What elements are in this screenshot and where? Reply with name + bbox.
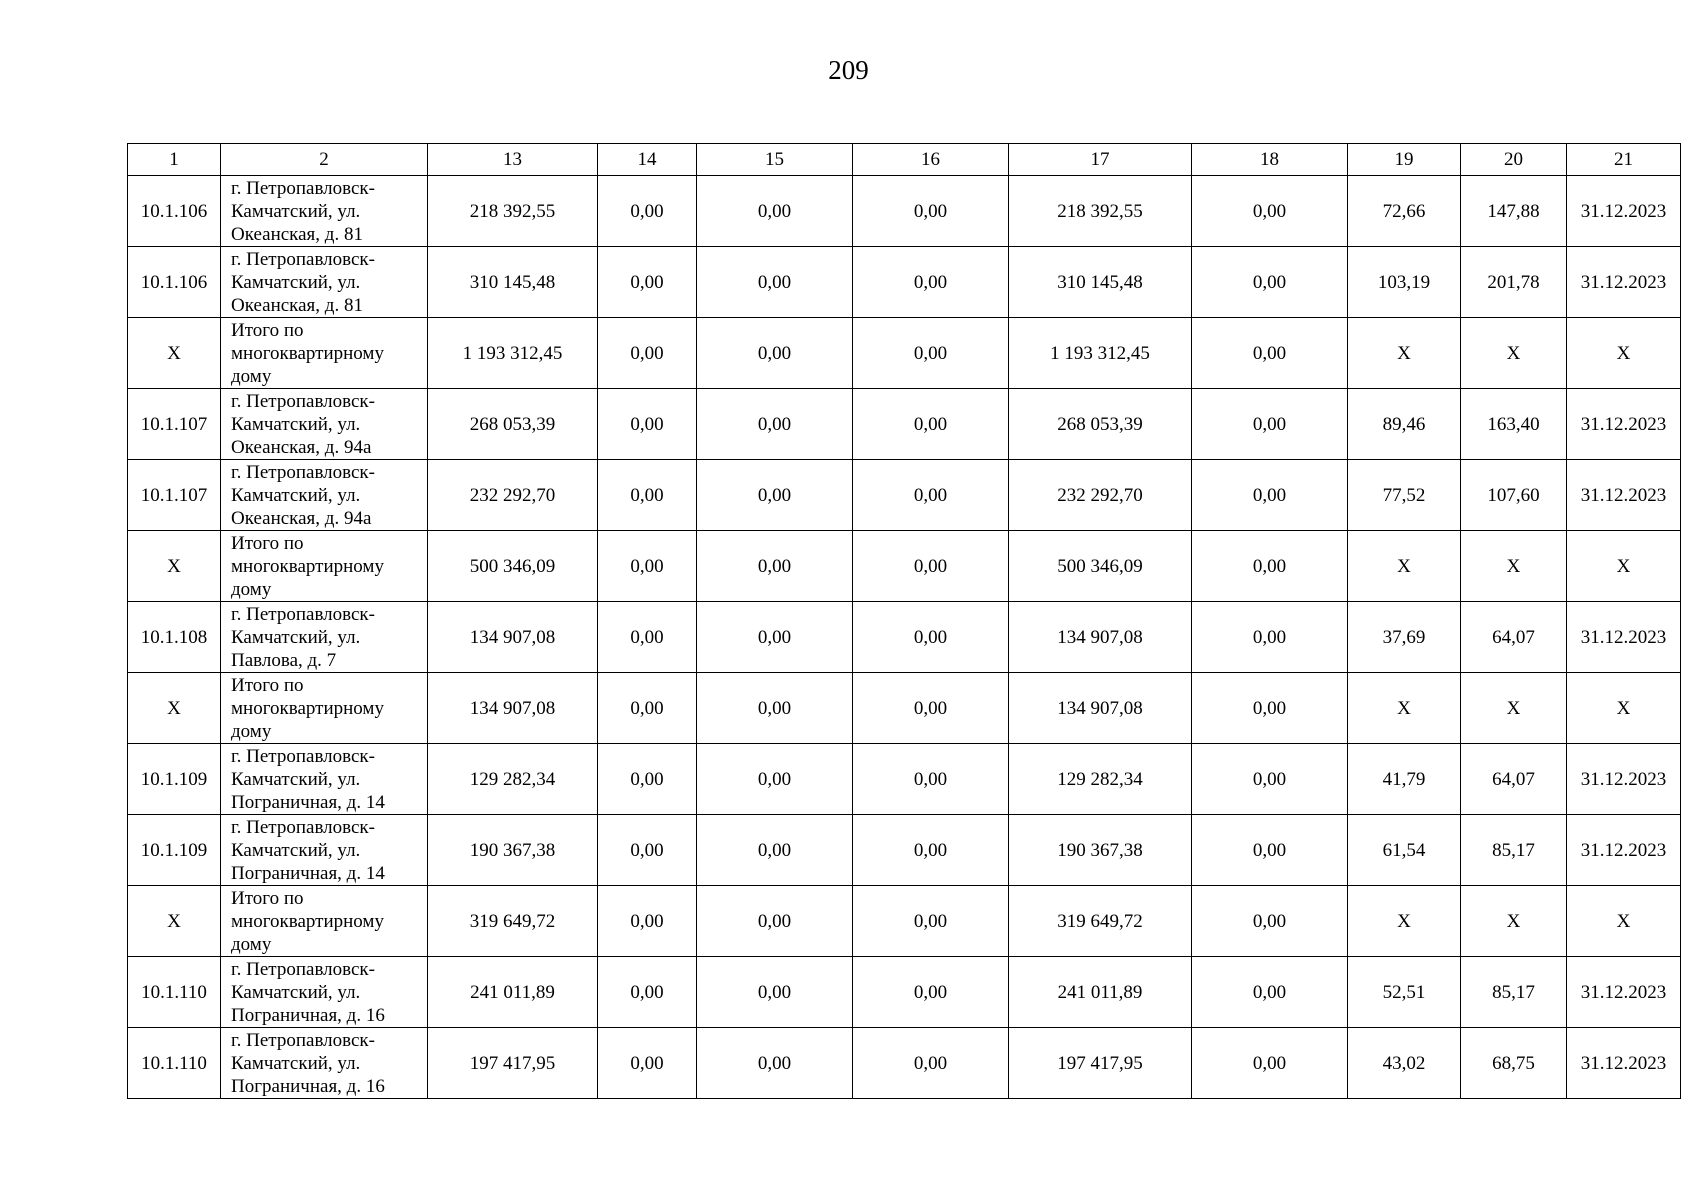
col-18-cell: 0,00 (1192, 460, 1348, 531)
col-19-cell: 43,02 (1348, 1028, 1461, 1099)
date-cell: Х (1567, 886, 1681, 957)
column-header: 1 (128, 144, 221, 176)
row-id-cell: Х (128, 318, 221, 389)
col-18-cell: 0,00 (1192, 531, 1348, 602)
col-17-cell: 190 367,38 (1009, 815, 1192, 886)
col-13-cell: 1 193 312,45 (428, 318, 598, 389)
date-cell: 31.12.2023 (1567, 1028, 1681, 1099)
col-17-cell: 134 907,08 (1009, 602, 1192, 673)
col-18-cell: 0,00 (1192, 744, 1348, 815)
col-20-cell: 64,07 (1461, 602, 1567, 673)
date-cell: 31.12.2023 (1567, 176, 1681, 247)
col-16-cell: 0,00 (853, 389, 1009, 460)
col-18-cell: 0,00 (1192, 602, 1348, 673)
col-16-cell: 0,00 (853, 318, 1009, 389)
address-cell: Итого по многоквартирному дому (221, 531, 428, 602)
data-table (127, 143, 1681, 1099)
col-16-cell: 0,00 (853, 531, 1009, 602)
row-id-cell: 10.1.108 (128, 602, 221, 673)
date-cell: 31.12.2023 (1567, 460, 1681, 531)
col-20-cell: 147,88 (1461, 176, 1567, 247)
col-19-cell: 37,69 (1348, 602, 1461, 673)
col-20-cell: 85,17 (1461, 815, 1567, 886)
table-row (128, 318, 1681, 389)
col-20-cell: Х (1461, 531, 1567, 602)
table-row (128, 957, 1681, 1028)
col-16-cell: 0,00 (853, 602, 1009, 673)
col-16-cell: 0,00 (853, 957, 1009, 1028)
col-14-cell: 0,00 (598, 531, 697, 602)
col-16-cell: 0,00 (853, 886, 1009, 957)
col-17-cell: 241 011,89 (1009, 957, 1192, 1028)
col-18-cell: 0,00 (1192, 886, 1348, 957)
address-cell: г. Петропавловск- Камчатский, ул. Океанская, д. 94а (221, 460, 428, 531)
col-15-cell: 0,00 (697, 673, 853, 744)
col-20-cell: 163,40 (1461, 389, 1567, 460)
col-18-cell: 0,00 (1192, 176, 1348, 247)
table-row (128, 886, 1681, 957)
column-header: 21 (1567, 144, 1681, 176)
col-15-cell: 0,00 (697, 886, 853, 957)
row-id-cell: 10.1.107 (128, 460, 221, 531)
col-14-cell: 0,00 (598, 176, 697, 247)
row-id-cell: 10.1.110 (128, 1028, 221, 1099)
col-16-cell: 0,00 (853, 673, 1009, 744)
col-13-cell: 232 292,70 (428, 460, 598, 531)
address-cell: Итого по многоквартирному дому (221, 886, 428, 957)
row-id-cell: 10.1.107 (128, 389, 221, 460)
col-18-cell: 0,00 (1192, 247, 1348, 318)
col-16-cell: 0,00 (853, 176, 1009, 247)
table-row (128, 531, 1681, 602)
col-13-cell: 241 011,89 (428, 957, 598, 1028)
col-14-cell: 0,00 (598, 247, 697, 318)
col-17-cell: 197 417,95 (1009, 1028, 1192, 1099)
date-cell: Х (1567, 673, 1681, 744)
address-cell: г. Петропавловск- Камчатский, ул. Павлова, д. 7 (221, 602, 428, 673)
col-14-cell: 0,00 (598, 815, 697, 886)
col-17-cell: 1 193 312,45 (1009, 318, 1192, 389)
col-13-cell: 134 907,08 (428, 602, 598, 673)
table-row (128, 1028, 1681, 1099)
col-13-cell: 134 907,08 (428, 673, 598, 744)
col-20-cell: 68,75 (1461, 1028, 1567, 1099)
row-id-cell: 10.1.109 (128, 744, 221, 815)
col-19-cell: 61,54 (1348, 815, 1461, 886)
col-17-cell: 319 649,72 (1009, 886, 1192, 957)
col-18-cell: 0,00 (1192, 1028, 1348, 1099)
col-14-cell: 0,00 (598, 460, 697, 531)
col-19-cell: Х (1348, 318, 1461, 389)
col-20-cell: 85,17 (1461, 957, 1567, 1028)
date-cell: 31.12.2023 (1567, 389, 1681, 460)
column-header: 14 (598, 144, 697, 176)
col-20-cell: Х (1461, 318, 1567, 389)
date-cell: 31.12.2023 (1567, 602, 1681, 673)
col-19-cell: Х (1348, 673, 1461, 744)
col-13-cell: 500 346,09 (428, 531, 598, 602)
table-header-row (128, 144, 1681, 176)
address-cell: Итого по многоквартирному дому (221, 318, 428, 389)
col-20-cell: 107,60 (1461, 460, 1567, 531)
col-19-cell: Х (1348, 531, 1461, 602)
column-header: 13 (428, 144, 598, 176)
col-20-cell: Х (1461, 886, 1567, 957)
col-19-cell: 72,66 (1348, 176, 1461, 247)
col-14-cell: 0,00 (598, 886, 697, 957)
col-18-cell: 0,00 (1192, 815, 1348, 886)
col-13-cell: 319 649,72 (428, 886, 598, 957)
date-cell: 31.12.2023 (1567, 957, 1681, 1028)
column-header: 19 (1348, 144, 1461, 176)
col-16-cell: 0,00 (853, 247, 1009, 318)
col-13-cell: 190 367,38 (428, 815, 598, 886)
col-17-cell: 500 346,09 (1009, 531, 1192, 602)
col-15-cell: 0,00 (697, 460, 853, 531)
column-header: 2 (221, 144, 428, 176)
column-header: 17 (1009, 144, 1192, 176)
date-cell: 31.12.2023 (1567, 744, 1681, 815)
col-18-cell: 0,00 (1192, 318, 1348, 389)
table-row (128, 744, 1681, 815)
col-17-cell: 129 282,34 (1009, 744, 1192, 815)
col-15-cell: 0,00 (697, 815, 853, 886)
row-id-cell: Х (128, 673, 221, 744)
column-header: 20 (1461, 144, 1567, 176)
date-cell: Х (1567, 318, 1681, 389)
col-17-cell: 134 907,08 (1009, 673, 1192, 744)
col-13-cell: 197 417,95 (428, 1028, 598, 1099)
column-header: 16 (853, 144, 1009, 176)
col-19-cell: 41,79 (1348, 744, 1461, 815)
date-cell: Х (1567, 531, 1681, 602)
col-15-cell: 0,00 (697, 318, 853, 389)
table-row (128, 602, 1681, 673)
col-13-cell: 310 145,48 (428, 247, 598, 318)
col-14-cell: 0,00 (598, 744, 697, 815)
row-id-cell: Х (128, 531, 221, 602)
col-13-cell: 218 392,55 (428, 176, 598, 247)
table-row (128, 815, 1681, 886)
col-17-cell: 232 292,70 (1009, 460, 1192, 531)
row-id-cell: 10.1.106 (128, 176, 221, 247)
col-20-cell: 201,78 (1461, 247, 1567, 318)
col-19-cell: 77,52 (1348, 460, 1461, 531)
col-15-cell: 0,00 (697, 176, 853, 247)
col-17-cell: 268 053,39 (1009, 389, 1192, 460)
col-15-cell: 0,00 (697, 247, 853, 318)
table-row (128, 673, 1681, 744)
col-19-cell: 52,51 (1348, 957, 1461, 1028)
col-14-cell: 0,00 (598, 602, 697, 673)
col-15-cell: 0,00 (697, 531, 853, 602)
col-14-cell: 0,00 (598, 318, 697, 389)
col-20-cell: Х (1461, 673, 1567, 744)
col-18-cell: 0,00 (1192, 389, 1348, 460)
col-15-cell: 0,00 (697, 744, 853, 815)
table-row (128, 389, 1681, 460)
col-13-cell: 268 053,39 (428, 389, 598, 460)
col-19-cell: 103,19 (1348, 247, 1461, 318)
col-17-cell: 310 145,48 (1009, 247, 1192, 318)
address-cell: г. Петропавловск- Камчатский, ул. Пограничная, д. 14 (221, 744, 428, 815)
date-cell: 31.12.2023 (1567, 247, 1681, 318)
col-14-cell: 0,00 (598, 673, 697, 744)
address-cell: г. Петропавловск- Камчатский, ул. Пограничная, д. 14 (221, 815, 428, 886)
col-13-cell: 129 282,34 (428, 744, 598, 815)
col-16-cell: 0,00 (853, 460, 1009, 531)
col-15-cell: 0,00 (697, 957, 853, 1028)
column-header: 18 (1192, 144, 1348, 176)
table-row (128, 176, 1681, 247)
table-row (128, 460, 1681, 531)
col-16-cell: 0,00 (853, 815, 1009, 886)
address-cell: г. Петропавловск- Камчатский, ул. Пограничная, д. 16 (221, 957, 428, 1028)
address-cell: г. Петропавловск- Камчатский, ул. Океанская, д. 81 (221, 176, 428, 247)
col-18-cell: 0,00 (1192, 957, 1348, 1028)
column-header: 15 (697, 144, 853, 176)
date-cell: 31.12.2023 (1567, 815, 1681, 886)
row-id-cell: 10.1.109 (128, 815, 221, 886)
col-15-cell: 0,00 (697, 602, 853, 673)
address-cell: г. Петропавловск- Камчатский, ул. Океанская, д. 94а (221, 389, 428, 460)
table-body (128, 176, 1681, 1099)
col-17-cell: 218 392,55 (1009, 176, 1192, 247)
row-id-cell: Х (128, 886, 221, 957)
col-15-cell: 0,00 (697, 1028, 853, 1099)
col-15-cell: 0,00 (697, 389, 853, 460)
table-row (128, 247, 1681, 318)
address-cell: Итого по многоквартирному дому (221, 673, 428, 744)
col-14-cell: 0,00 (598, 389, 697, 460)
col-14-cell: 0,00 (598, 957, 697, 1028)
col-14-cell: 0,00 (598, 1028, 697, 1099)
address-cell: г. Петропавловск- Камчатский, ул. Пограничная, д. 16 (221, 1028, 428, 1099)
col-19-cell: Х (1348, 886, 1461, 957)
address-cell: г. Петропавловск- Камчатский, ул. Океанская, д. 81 (221, 247, 428, 318)
col-18-cell: 0,00 (1192, 673, 1348, 744)
col-16-cell: 0,00 (853, 744, 1009, 815)
col-20-cell: 64,07 (1461, 744, 1567, 815)
col-16-cell: 0,00 (853, 1028, 1009, 1099)
row-id-cell: 10.1.110 (128, 957, 221, 1028)
page-number: 209 (828, 55, 869, 85)
row-id-cell: 10.1.106 (128, 247, 221, 318)
col-19-cell: 89,46 (1348, 389, 1461, 460)
